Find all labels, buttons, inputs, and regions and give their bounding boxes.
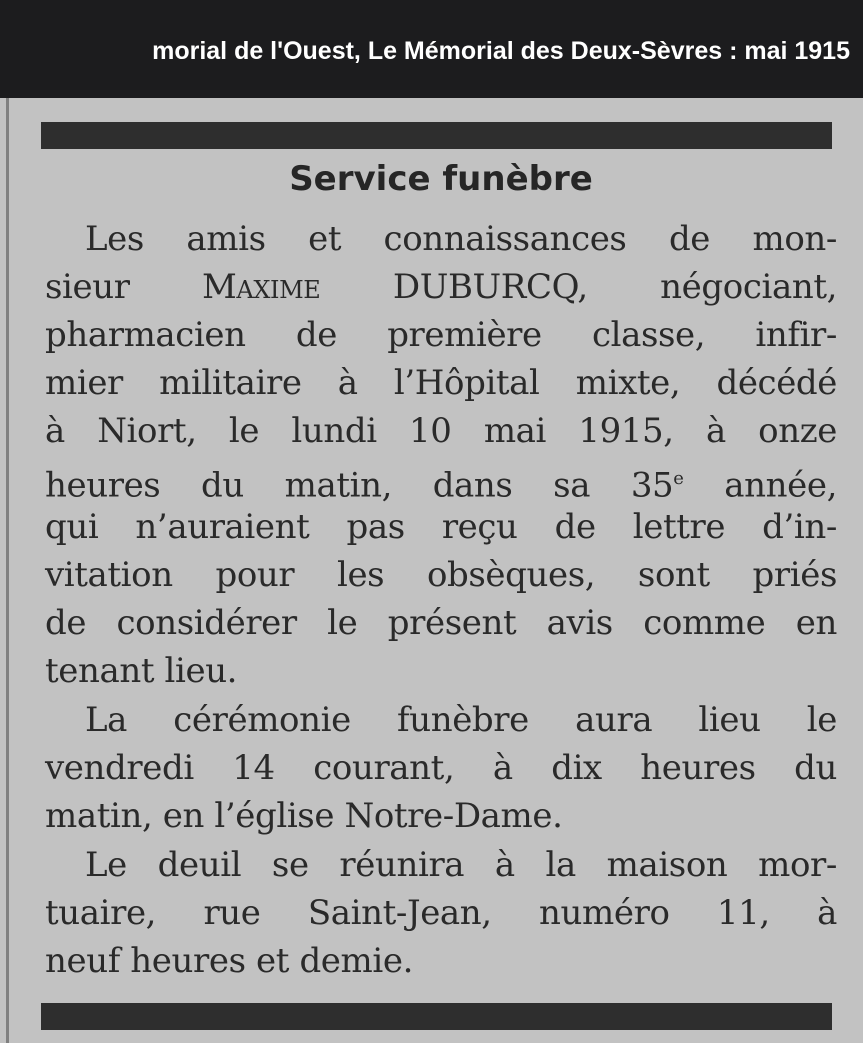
article-line-part: DUBURCQ, négociant, xyxy=(392,267,837,307)
article-line-part: heures du matin, dans sa 35 xyxy=(45,465,674,506)
article-line: qui n’auraient pas reçu de lettre d’in- xyxy=(45,507,837,547)
window-title: morial de l'Ouest, Le Mémorial des Deux-Sèvres : mai 1915 xyxy=(152,37,850,65)
article-line-part: année, xyxy=(724,465,837,506)
article-line: mier militaire à l’Hôpital mixte, décédé xyxy=(45,363,837,403)
ordinal-suffix: e xyxy=(673,468,684,489)
article-line: Le deuil se réunira à la maison mor- xyxy=(85,845,837,885)
article-line: Les amis et connaissances de mon- xyxy=(85,219,837,259)
article-line: neuf heures et demie. xyxy=(45,941,413,981)
article-line: tenant lieu. xyxy=(45,651,238,691)
person-first-name: Maxime xyxy=(202,267,321,307)
article-line: vendredi 14 courant, à dix heures du xyxy=(45,748,837,788)
article-line: La cérémonie funèbre aura lieu le xyxy=(85,700,837,740)
article-heading: Service funèbre xyxy=(289,159,593,199)
article-line xyxy=(45,455,837,506)
article-line: de considérer le présent avis comme en xyxy=(45,603,837,643)
article-line-part: sieur xyxy=(45,267,130,307)
top-decorative-rule xyxy=(41,122,832,149)
article-line: matin, en l’église Notre-Dame. xyxy=(45,796,563,836)
newspaper-scan xyxy=(0,98,863,1043)
window-title-bar xyxy=(0,0,863,98)
article-line: vitation pour les obsèques, sont priés xyxy=(45,555,837,595)
article-line: pharmacien de première classe, infir- xyxy=(45,315,837,355)
page-edge-divider xyxy=(6,98,9,1043)
article-line: tuaire, rue Saint-Jean, numéro 11, à xyxy=(45,893,837,933)
article-line xyxy=(45,263,837,311)
bottom-decorative-rule xyxy=(41,1003,832,1030)
article-line: à Niort, le lundi 10 mai 1915, à onze xyxy=(45,411,837,451)
